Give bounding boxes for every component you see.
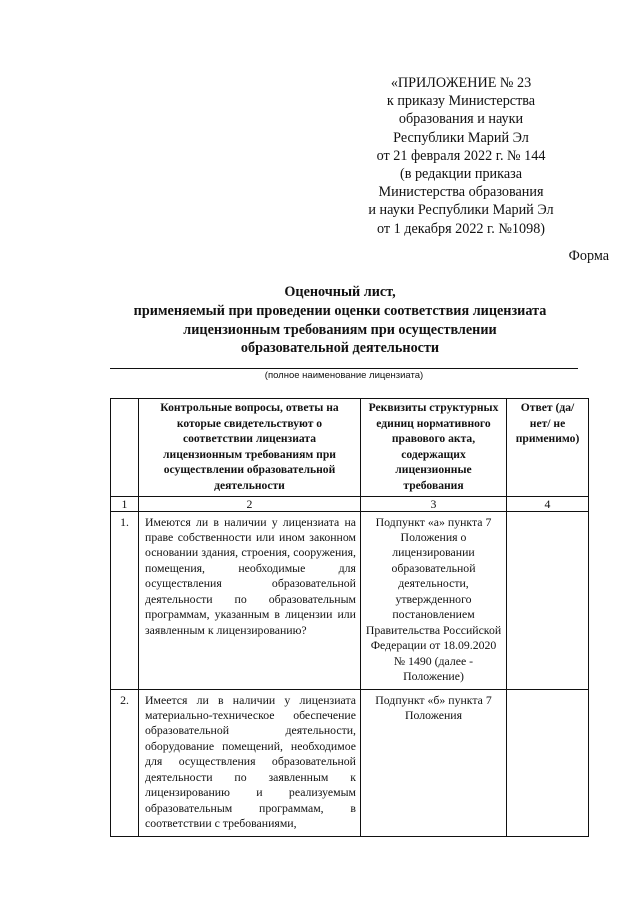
title-line: образовательной деятельности (240, 340, 440, 357)
column-number: 4 (507, 496, 589, 511)
answer-cell[interactable] (507, 511, 589, 689)
column-number: 2 (139, 496, 361, 511)
table-row (111, 689, 589, 836)
title-line: лицензионным требованиям при осуществлении (183, 321, 497, 338)
header-cell-number (111, 399, 139, 497)
table-header-row (111, 399, 589, 497)
header-cell-questions: Контрольные вопросы, ответы на которые свидетельствуют о соответствии лицензиата лицензионным требованиям при осуществлении образовательной деятельности (139, 399, 361, 497)
document-header (346, 74, 576, 238)
form-label: Форма (568, 248, 609, 264)
header-line: «ПРИЛОЖЕНИЕ № 23 (390, 75, 532, 91)
answer-cell[interactable] (507, 689, 589, 836)
document-title (100, 283, 580, 358)
table-row (111, 511, 589, 689)
header-line: к приказу Министерства (386, 93, 536, 110)
row-number: 2. (111, 689, 139, 836)
legal-reference: Подпункт «а» пункта 7 Положения о лицензировании образовательной деятельности, утвержденного постановлением Правительства Российской Федерации от 18.09.2020 № 1490 (далее - Положение) (361, 511, 507, 689)
header-cell-requisites: Реквизиты структурных единиц нормативного правового акта, содержащих лицензионные требования (361, 399, 507, 497)
assessment-table (110, 398, 589, 837)
control-question: Имеются ли в наличии у лицензиата на праве собственности или ином законном основании здания, строения, сооружения, помещения, необходимые для осуществления образовательной деятельности по образовательным программам, указанным в лицензии или заявленным к лицензированию? (139, 511, 361, 689)
title-line: Оценочный лист, (284, 284, 396, 300)
licensee-name-line[interactable] (110, 368, 578, 369)
header-line: (в редакции приказа (399, 166, 523, 183)
header-line: от 21 февраля 2022 г. № 144 (376, 147, 546, 164)
legal-reference: Подпункт «б» пункта 7 Положения (361, 689, 507, 836)
header-line: и науки Республики Марий Эл (368, 202, 554, 219)
header-line: Министерства образования (378, 184, 544, 201)
column-number-row (111, 496, 589, 511)
header-line: образования и науки (398, 111, 524, 128)
header-cell-answer: Ответ (да/ нет/ не применимо) (507, 399, 589, 497)
licensee-name-caption: (полное наименование лицензиата) (264, 370, 424, 381)
control-question: Имеется ли в наличии у лицензиата материально-техническое обеспечение образовательной деятельности, оборудование помещений, необходимое для осуществления образовательной деятельности по заявленным к лицензированию и реализуемым образовательным программам, в соответствии с требованиями, (139, 689, 361, 836)
column-number: 3 (361, 496, 507, 511)
header-line: Республики Марий Эл (393, 129, 529, 146)
column-number: 1 (111, 496, 139, 511)
row-number: 1. (111, 511, 139, 689)
title-line: применяемый при проведении оценки соответствия лицензиата (133, 302, 547, 319)
header-line: от 1 декабря 2022 г. №1098) (376, 220, 546, 237)
